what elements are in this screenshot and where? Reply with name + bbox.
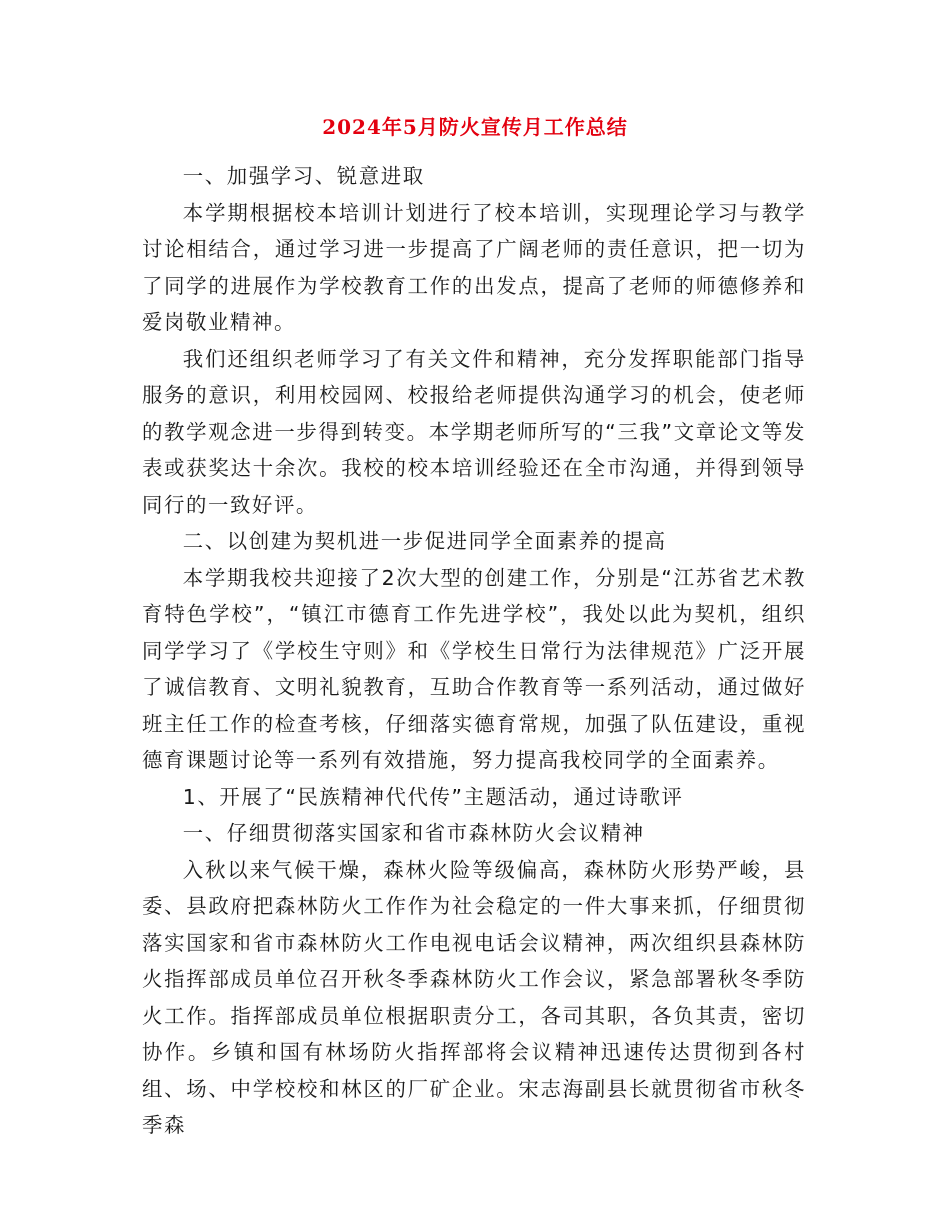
- paragraph: 本学期我校共迎接了2次大型的创建工作，分别是“江苏省艺术教育特色学校”，“镇江市德育工作先进学校”，我处以此为契机，组织同学学习了《学校生守则》和《学校生日常行为法律规范》广泛开展了诚信教育、文明礼貌教育，互助合作教育等一系列活动，通过做好班主任工作的检查考核，仔细落实德育常规，加强了队伍建设，重视德育课题讨论等一系列有效措施，努力提高我校同学的全面素养。: [142, 565, 806, 772]
- document-body: [142, 158, 806, 1144]
- paragraph: 本学期根据校本培训计划进行了校本培训，实现理论学习与教学讨论相结合，通过学习进一步提高了广阔老师的责任意识，把一切为了同学的进展作为学校教育工作的出发点，提高了老师的师德修养和爱岗敬业精神。: [142, 200, 806, 334]
- paragraph: 我们还组织老师学习了有关文件和精神，充分发挥职能部门指导服务的意识，利用校园网、校报给老师提供沟通学习的机会，使老师的教学观念进一步得到转变。本学期老师所写的“三我”文章论文等发表或获奖达十余次。我校的校本培训经验还在全市沟通，并得到领导同行的一致好评。: [142, 346, 806, 517]
- heading-1: 一、仔细贯彻落实国家和省市森林防火会议精神: [182, 821, 645, 845]
- heading-2: 二、以创建为契机进一步促进同学全面素养的提高: [182, 529, 667, 553]
- heading-1: 一、加强学习、锐意进取: [182, 164, 425, 188]
- paragraph: 入秋以来气候干燥，森林火险等级偏高，森林防火形势严峻，县委、县政府把森林防火工作作为社会稳定的一件大事来抓，仔细贯彻落实国家和省市森林防火工作电视电话会议精神，两次组织县森林防火指挥部成员单位召开秋冬季森林防火工作会议，紧急部署秋冬季防火工作。指挥部成员单位根据职责分工，各司其职，各负其责，密切协作。乡镇和国有林场防火指挥部将会议精神迅速传达贯彻到各村组、场、中学校校和林区的厂矿企业。宋志海副县长就贯彻省市秋冬季森: [142, 857, 806, 1137]
- document-title: 2024年5月防火宣传月工作总结: [322, 115, 628, 139]
- list-item: 1、开展了“民族精神代代传”主题活动，通过诗歌评: [182, 784, 684, 809]
